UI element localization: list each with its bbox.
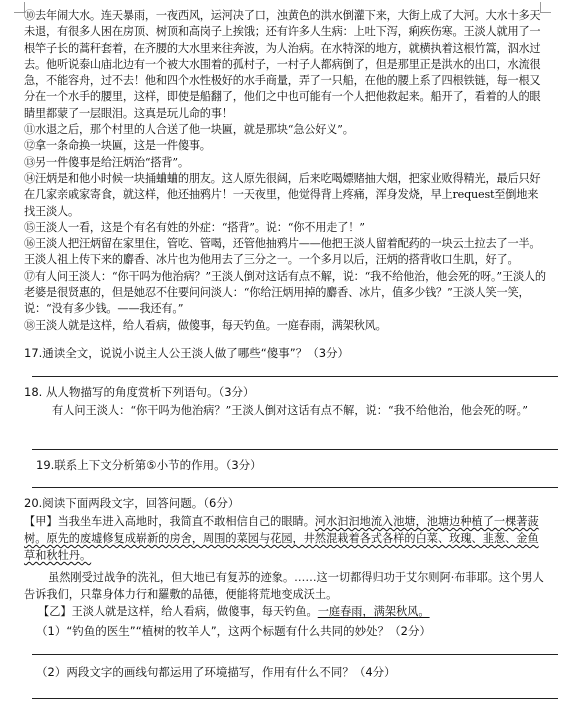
paragraph-16: ⑯王淡人把汪炳留在家里住，管吃、管喝，还管他抽鸦片——他把王淡人留着配药的一块云土拉去了一半。王淡人祖上传下来的麝香、冰片也为他用去了三分之一。一个多月以后，汪炳的搭背收口生肌，好了。 — [24, 237, 541, 267]
jia-underlined-text: 河水汩汩地流入池塘，池塘边种植了一棵著菠树。原先的废墟修复成崭新的房舍，周围的菜园与花园，井然混栽着各式各样的白菜、玫瑰、韭葱、金鱼草和秋牡丹。 — [24, 515, 539, 562]
answer-line-20-2[interactable] — [32, 698, 558, 699]
question-18-quote: 有人问王淡人：“你干吗为他治病？”王淡人倒对这话有点不解，说：“我不给他治，他会死的呀。” — [52, 404, 528, 417]
yi-underlined-text: 一庭春雨，满架秋风。 — [317, 605, 430, 618]
question-20-passage-jia — [24, 513, 548, 564]
yi-tag: 【乙】 — [38, 605, 72, 618]
paragraph-10: ⑩去年闹大水。连天暴雨，一夜西风，运河决了口，浊黄色的洪水倒灌下来，大街上成了大河。大水十多天未退，有很多人困在房顶、树顶和高岗子上挨饿；还有许多人生病：上吐下泻，痢疾伤寒。王淡人就用了一根竿子长的蒿秆套着，在齐腰的大水里来往奔波，为人治病。在水特深的地方，就横执着这根竹篙，泅水过去。他听说泰山庙北边有一个被大水围着的孤村子，一村子人都病倒了，但是那里正是洪水的出口，水流很急，不能容舟，过不去！他和四个水性极好的水手商量，弄了一只船，在他的腰上系了四根铁链，每一根又分在一个水手的腰里，这样，即使是船翻了，他们之中也可能有一个人把他救起来。船开了，看着的人的眼睛里都蒙了一层眼泪。这真是玩儿命的事！ — [24, 9, 541, 120]
answer-line-17[interactable] — [32, 376, 558, 377]
question-20-sub-2: （2）两段文字的画线句都运用了环境描写，作用有什么不同？（4分） — [36, 665, 396, 679]
question-17: 17.通读全文，说说小说主人公王淡人做了哪些“傻事”？（3分） — [24, 346, 350, 360]
story-passage — [24, 8, 548, 334]
jia-text-a: 当我坐车进入高地时，我简直不敢相信自己的眼睛。 — [57, 515, 315, 528]
jia-tag: 【甲】 — [24, 515, 58, 528]
question-20-passage-yi — [24, 603, 548, 620]
question-18: 18. 从人物描写的角度赏析下列语句。（3分） — [24, 385, 255, 399]
paragraph-15: ⑮王淡人一看，这是个有名有姓的外症：“搭背”。说：“你不用走了！” — [24, 220, 365, 234]
question-20: 20.阅读下面两段文字，回答问题。（6分） — [24, 496, 240, 510]
answer-line-19[interactable] — [32, 487, 558, 488]
paragraph-13: ⑬另一件傻事是给汪炳治“搭背”。 — [24, 155, 189, 169]
question-19: 19.联系上下文分析第⑤小节的作用。（3分） — [36, 458, 262, 472]
answer-line-20-1[interactable] — [32, 654, 558, 655]
question-20-passage-jia-cont: 虽然刚受过战争的洗礼，但大地已有复苏的迹象。……这一切都得归功于艾尔则阿·布菲耶。这个男人告诉我们，只靠身体力行和羅敷的品德，便能将荒地变成沃土。 — [24, 571, 544, 601]
paragraph-18: ⑱王淡人就是这样，给人看病，做傻事，每天钓鱼。一庭春雨，满架秋风。 — [24, 318, 387, 332]
question-20-sub-1: （1）“钓鱼的医生”“植树的牧羊人”，这两个标题有什么共同的妙处？（2分） — [36, 624, 431, 638]
yi-text-a: 王淡人就是这样，给人看病，做傻事，每天钓鱼。 — [71, 605, 318, 618]
paragraph-17: ⑰有人问王淡人：“你干吗为他治病？”王淡人倒对这话有点不解，说：“我不给他治，他会死的呀。”王淡人的老婆是很贤惠的，但是她忍不住要问问淡人：“你给汪炳用掉的麝香、冰片，值多少钱？”王淡人笑一笑，说：“没有多少钱。——我还有。” — [24, 269, 546, 316]
answer-line-18[interactable] — [32, 449, 558, 450]
paragraph-12: ⑫拿一条命换一块匾，这是一件傻事。 — [24, 139, 211, 153]
paragraph-14: ⑭汪炳是和他小时候一块捅蛐蛐的朋友。这人原先很阔，后来吃喝嫖赌抽大烟，把家业败得精光，最后只好在几家亲戚家寄食，就这样，他还抽鸦片！一天夜里，他觉得背上疼痛，浑身发烧，早上request至倒地来找王淡人。 — [24, 171, 541, 218]
paragraph-11: ⑪水退之后，那个村里的人合送了他一块匾，就是那块“急公好义”。 — [24, 123, 354, 137]
